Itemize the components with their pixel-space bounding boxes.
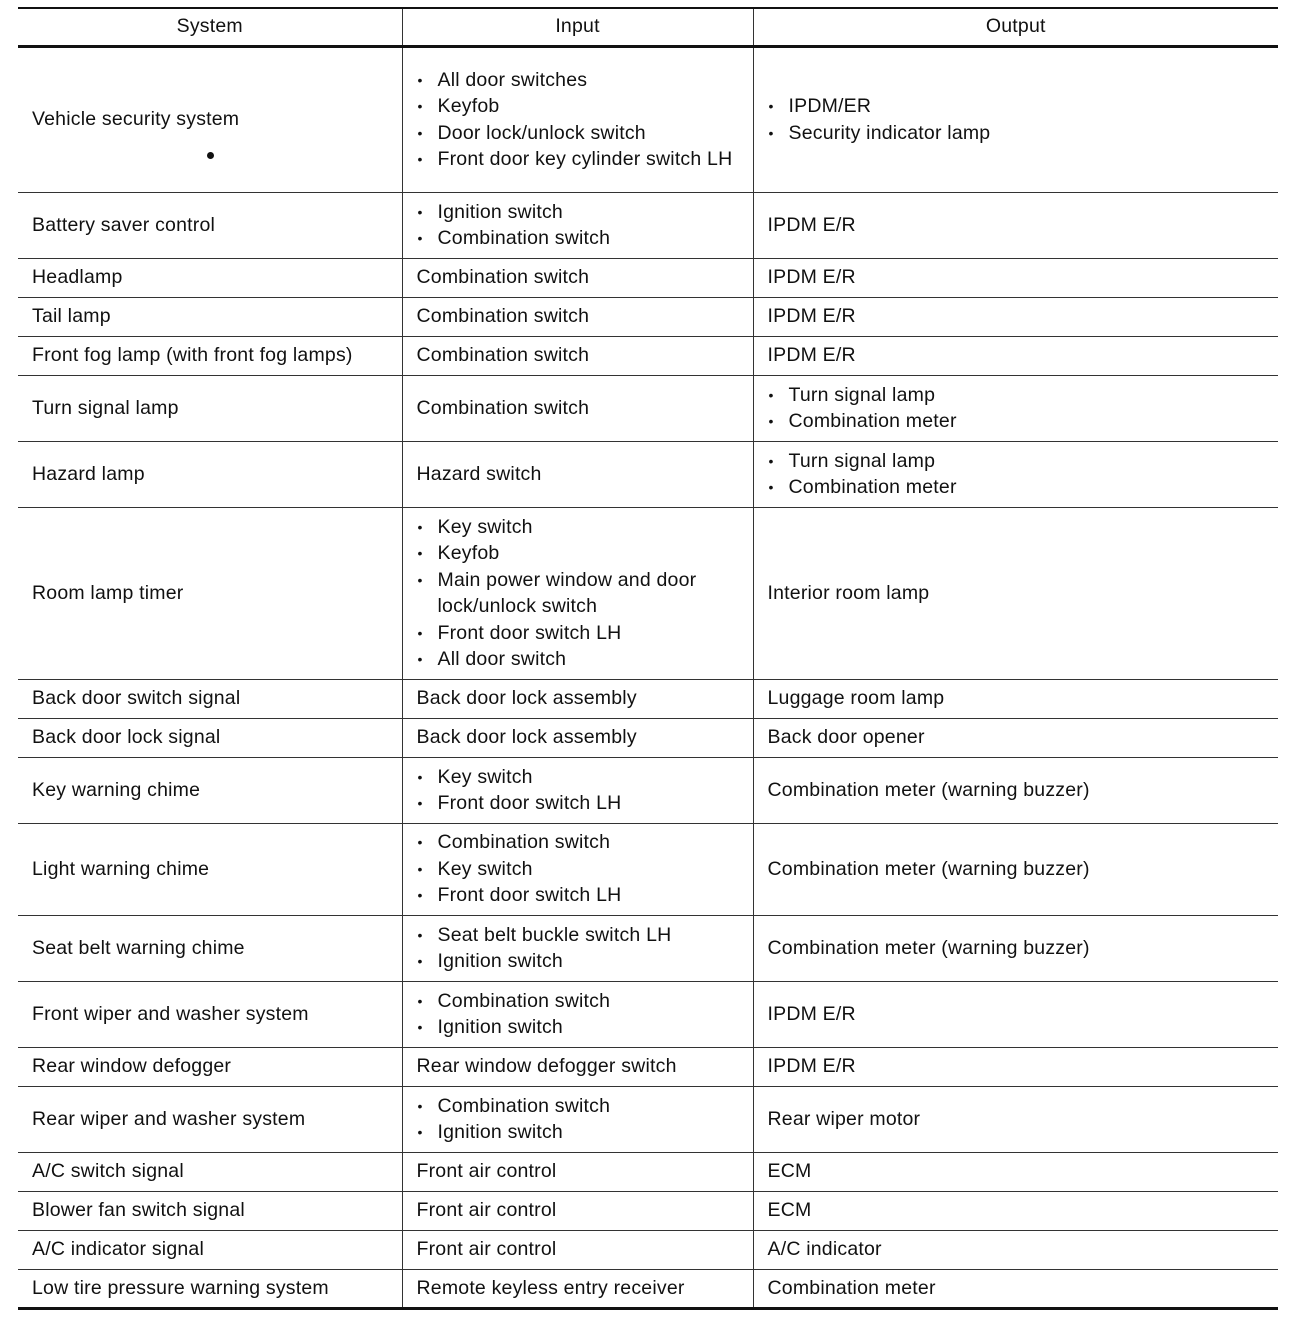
output-cell: IPDM E/R bbox=[753, 297, 1278, 336]
table-row bbox=[18, 441, 1278, 507]
output-cell: IPDM E/R bbox=[753, 981, 1278, 1047]
bullet-dot-mark bbox=[207, 152, 214, 159]
system-cell: Room lamp timer bbox=[18, 507, 402, 679]
input-cell: Hazard switch bbox=[402, 441, 753, 507]
output-cell bbox=[753, 441, 1278, 507]
output-cell: Interior room lamp bbox=[753, 507, 1278, 679]
list-item: • Key switch bbox=[417, 514, 741, 541]
input-list bbox=[417, 764, 741, 817]
input-cell bbox=[402, 915, 753, 981]
input-cell bbox=[402, 1086, 753, 1152]
system-cell: Seat belt warning chime bbox=[18, 915, 402, 981]
output-cell: Combination meter (warning buzzer) bbox=[753, 823, 1278, 915]
list-item: • Main power window and door lock/unlock switch bbox=[417, 567, 741, 620]
list-item: • Ignition switch bbox=[417, 948, 741, 975]
input-cell bbox=[402, 46, 753, 192]
list-item: • Seat belt buckle switch LH bbox=[417, 922, 741, 949]
output-cell: Rear wiper motor bbox=[753, 1086, 1278, 1152]
list-item: • Front door switch LH bbox=[417, 790, 741, 817]
list-item: • Front door switch LH bbox=[417, 882, 741, 909]
header-output: Output bbox=[753, 8, 1278, 46]
input-cell: Back door lock assembly bbox=[402, 718, 753, 757]
output-cell: Combination meter (warning buzzer) bbox=[753, 915, 1278, 981]
input-list bbox=[417, 67, 741, 173]
table-row bbox=[18, 507, 1278, 679]
table-row bbox=[18, 1086, 1278, 1152]
input-list bbox=[417, 829, 741, 909]
input-list bbox=[417, 1093, 741, 1146]
input-list bbox=[417, 514, 741, 673]
output-cell bbox=[753, 46, 1278, 192]
input-cell: Back door lock assembly bbox=[402, 679, 753, 718]
table-row bbox=[18, 1152, 1278, 1191]
input-cell: Front air control bbox=[402, 1191, 753, 1230]
input-cell: Front air control bbox=[402, 1152, 753, 1191]
output-cell: Combination meter (warning buzzer) bbox=[753, 757, 1278, 823]
list-item: • Ignition switch bbox=[417, 1119, 741, 1146]
list-item: • Turn signal lamp bbox=[768, 448, 1267, 475]
system-cell: Back door switch signal bbox=[18, 679, 402, 718]
system-cell: A/C switch signal bbox=[18, 1152, 402, 1191]
table-row bbox=[18, 1269, 1278, 1308]
input-cell: Front air control bbox=[402, 1230, 753, 1269]
input-cell: Combination switch bbox=[402, 336, 753, 375]
list-item: • Turn signal lamp bbox=[768, 382, 1267, 409]
input-cell bbox=[402, 757, 753, 823]
list-item: • Combination switch bbox=[417, 1093, 741, 1120]
table-row bbox=[18, 336, 1278, 375]
table-row bbox=[18, 258, 1278, 297]
table-row bbox=[18, 981, 1278, 1047]
input-cell: Combination switch bbox=[402, 258, 753, 297]
table-row bbox=[18, 1230, 1278, 1269]
input-cell bbox=[402, 823, 753, 915]
list-item: • Front door key cylinder switch LH bbox=[417, 146, 741, 173]
table-row bbox=[18, 46, 1278, 192]
table-row bbox=[18, 1191, 1278, 1230]
list-item: • Keyfob bbox=[417, 93, 741, 120]
list-item: • Combination switch bbox=[417, 829, 741, 856]
input-cell: Remote keyless entry receiver bbox=[402, 1269, 753, 1308]
output-list bbox=[768, 448, 1267, 501]
system-cell: Back door lock signal bbox=[18, 718, 402, 757]
header-row bbox=[18, 8, 1278, 46]
system-cell: Key warning chime bbox=[18, 757, 402, 823]
output-cell bbox=[753, 375, 1278, 441]
system-cell: A/C indicator signal bbox=[18, 1230, 402, 1269]
list-item: • Key switch bbox=[417, 856, 741, 883]
system-cell: Light warning chime bbox=[18, 823, 402, 915]
input-cell bbox=[402, 507, 753, 679]
table-row bbox=[18, 915, 1278, 981]
header-input: Input bbox=[402, 8, 753, 46]
output-list bbox=[768, 382, 1267, 435]
system-cell: Front fog lamp (with front fog lamps) bbox=[18, 336, 402, 375]
system-cell: Turn signal lamp bbox=[18, 375, 402, 441]
input-cell: Combination switch bbox=[402, 375, 753, 441]
list-item: • Combination switch bbox=[417, 988, 741, 1015]
output-cell: IPDM E/R bbox=[753, 258, 1278, 297]
system-io-table bbox=[18, 7, 1278, 1310]
list-item: • Combination switch bbox=[417, 225, 741, 252]
table-row bbox=[18, 823, 1278, 915]
list-item: • Keyfob bbox=[417, 540, 741, 567]
input-list bbox=[417, 199, 741, 252]
list-item: • All door switches bbox=[417, 67, 741, 94]
output-cell: ECM bbox=[753, 1191, 1278, 1230]
output-cell: Combination meter bbox=[753, 1269, 1278, 1308]
system-cell: Blower fan switch signal bbox=[18, 1191, 402, 1230]
table-row bbox=[18, 1047, 1278, 1086]
system-cell: Front wiper and washer system bbox=[18, 981, 402, 1047]
table-row bbox=[18, 192, 1278, 258]
output-cell: IPDM E/R bbox=[753, 192, 1278, 258]
output-list bbox=[768, 93, 1267, 146]
table-row bbox=[18, 375, 1278, 441]
system-cell: Vehicle security system bbox=[18, 46, 402, 192]
input-list bbox=[417, 988, 741, 1041]
list-item: • Security indicator lamp bbox=[768, 120, 1267, 147]
system-cell: Low tire pressure warning system bbox=[18, 1269, 402, 1308]
list-item: • Ignition switch bbox=[417, 1014, 741, 1041]
list-item: • Front door switch LH bbox=[417, 620, 741, 647]
system-cell: Tail lamp bbox=[18, 297, 402, 336]
list-item: • Door lock/unlock switch bbox=[417, 120, 741, 147]
table-row bbox=[18, 297, 1278, 336]
input-cell bbox=[402, 192, 753, 258]
list-item: • Key switch bbox=[417, 764, 741, 791]
output-cell: A/C indicator bbox=[753, 1230, 1278, 1269]
table-row bbox=[18, 757, 1278, 823]
list-item: • Combination meter bbox=[768, 474, 1267, 501]
input-list bbox=[417, 922, 741, 975]
system-cell: Rear window defogger bbox=[18, 1047, 402, 1086]
system-cell: Rear wiper and washer system bbox=[18, 1086, 402, 1152]
list-item: • Combination meter bbox=[768, 408, 1267, 435]
list-item: • Ignition switch bbox=[417, 199, 741, 226]
output-cell: Back door opener bbox=[753, 718, 1278, 757]
table-row bbox=[18, 718, 1278, 757]
table-row bbox=[18, 679, 1278, 718]
list-item: • IPDM/ER bbox=[768, 93, 1267, 120]
output-cell: ECM bbox=[753, 1152, 1278, 1191]
table-body bbox=[18, 46, 1278, 1308]
system-cell: Headlamp bbox=[18, 258, 402, 297]
output-cell: IPDM E/R bbox=[753, 336, 1278, 375]
output-cell: IPDM E/R bbox=[753, 1047, 1278, 1086]
header-system: System bbox=[18, 8, 402, 46]
input-cell: Rear window defogger switch bbox=[402, 1047, 753, 1086]
output-cell: Luggage room lamp bbox=[753, 679, 1278, 718]
input-cell bbox=[402, 981, 753, 1047]
system-cell: Battery saver control bbox=[18, 192, 402, 258]
list-item: • All door switch bbox=[417, 646, 741, 673]
system-cell: Hazard lamp bbox=[18, 441, 402, 507]
table-header bbox=[18, 8, 1278, 46]
input-cell: Combination switch bbox=[402, 297, 753, 336]
